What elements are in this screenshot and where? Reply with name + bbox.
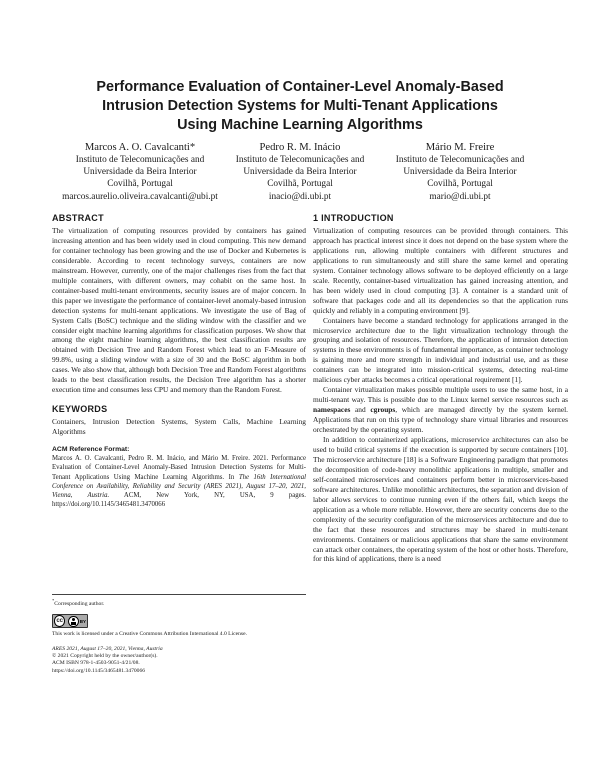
title-line: Intrusion Detection Systems for Multi-Tenant Applications bbox=[102, 98, 498, 114]
intro-text: Container virtualization makes possible multiple users to use the same host, in a multi-tenant way. This is possible due to the Linux kernel service resources such as bbox=[313, 385, 568, 405]
author-email[interactable]: inacio@di.ubi.pt bbox=[268, 191, 332, 202]
author-university: Universidade da Beira Interior bbox=[83, 167, 197, 178]
paper-title bbox=[40, 78, 560, 135]
title-line: Performance Evaluation of Container-Level Anomaly-Based bbox=[96, 79, 504, 95]
author-email[interactable]: marcos.aurelio.oliveira.cavalcanti@ubi.pt bbox=[62, 191, 218, 202]
intro-text: , which are managed directly by the system kernel. Applications that run on this type of technology share virtual libraries and resources orchestrated by the operating system. bbox=[313, 405, 568, 435]
acm-reference-heading: ACM Reference Format: bbox=[52, 446, 130, 454]
acm-reference-text bbox=[52, 454, 306, 509]
left-column bbox=[52, 212, 306, 509]
cc-by-license-icon[interactable] bbox=[52, 614, 88, 628]
intro-paragraph: Containers have become a standard technology for applications arranged in the microservice architecture due to the light virtualization technology through the grouping and isolation of resources. Therefore, the application of intrusion detection systems in these environments is of fundamental importance, as container technology is gaining more and more strength in individual and industrial use, and as these containers can be integrated into mission-critical systems, detecting real-time malicious cyber attacks becomes a critical operational requirement [1]. bbox=[313, 315, 568, 385]
author-city: Covilhã, Portugal bbox=[267, 179, 333, 190]
intro-paragraph bbox=[313, 385, 568, 435]
abstract-heading: ABSTRACT bbox=[52, 213, 104, 223]
author-block bbox=[380, 141, 540, 203]
abstract-text: The virtualization of computing resources provided by containers has gained increasing attention and has been widely used in cloud computing. This new demand for container technology has been growing and the use of Docker and Kubernetes is considerable. According to recent technology surveys, containers are now mainstream. However, currently, one of the major challenges rises from the fact that multiple containers, with different owners, may cohabit on the same host. In container-based multi-tenant environments, security issues are of major concern. In this paper we investigate the performance of container-level anomaly-based intrusion detection systems for multi-tenant applications. We investigate the use of Bag of System Calls (BoSC) technique and the sliding window with the classifier and we consider eight machine learning algorithms for classification purposes. We show that among the eight machine learning algorithms, the best classification results are obtained with Decision Tree and Random Forest which lead to an F-Measure of 99.8%, using a sliding window with a size of 30 and the BoSC algorithm in both cases. We also show that, although both Decision Tree and Random Forest algorithms leads to the best classification results, the Decision Tree algorithm has a shorter execution time and consumes less CPU and memory than the Random Forest. bbox=[52, 226, 306, 395]
right-column bbox=[313, 212, 568, 564]
introduction-heading: 1 INTRODUCTION bbox=[313, 213, 394, 223]
author-name: Pedro R. M. Inácio bbox=[259, 142, 341, 153]
footnote-mark: * bbox=[52, 598, 55, 603]
keywords-text: Containers, Intrusion Detection Systems, System Calls, Machine Learning Algorithms bbox=[52, 417, 306, 437]
author-university: Universidade da Beira Interior bbox=[403, 167, 517, 178]
doi-line[interactable]: https://doi.org/10.1145/3465481.3470066 bbox=[52, 667, 146, 674]
by-label: BY bbox=[79, 618, 86, 624]
publication-info bbox=[52, 646, 306, 675]
intro-paragraph: Virtualization of computing resources can be provided through containers. This approach has practical interest since it does not depend on the base system where the applications run, allowing multiple containers with different structures and applications to run simultaneously and still share the same kernel and operating system. Container technology allows software to be deployed efficiently on a large scale. Recently, container-based virtualization has gained increasing attention, and has been widely used in cloud computing [3]. A container is a standard unit of software that packages code and all its dependencies so that the application runs quickly and reliably in a computing environment [9]. bbox=[313, 226, 568, 315]
author-block bbox=[50, 141, 230, 203]
footnote-text: Corresponding author. bbox=[54, 600, 105, 607]
license-block bbox=[52, 614, 306, 675]
author-institution: Instituto de Telecomunicações and bbox=[235, 155, 365, 165]
footnote bbox=[52, 594, 306, 608]
namespaces-term: namespaces bbox=[313, 405, 351, 415]
author-name: Marcos A. O. Cavalcanti* bbox=[84, 142, 196, 153]
conference-line: ARES 2021, August 17–20, 2021, Vienna, Austria bbox=[52, 646, 163, 652]
license-text: This work is licensed under a Creative Commons Attribution International 4.0 License. bbox=[52, 631, 247, 637]
author-email[interactable]: mario@di.ubi.pt bbox=[429, 191, 491, 202]
author-block bbox=[220, 141, 380, 203]
copyright-line: © 2021 Copyright held by the owner/author(s). bbox=[52, 653, 158, 660]
author-university: Universidade da Beira Interior bbox=[243, 167, 357, 178]
acm-reference-venue: The 16th International Conference on Availability, Reliability and Security (ARES 2021), August 17–20, 2021, Vienna, Austria. bbox=[52, 473, 306, 499]
person-icon bbox=[68, 616, 78, 627]
author-institution: Instituto de Telecomunicações and bbox=[395, 155, 525, 165]
author-city: Covilhã, Portugal bbox=[107, 179, 173, 190]
title-line: Using Machine Learning Algorithms bbox=[177, 117, 423, 133]
intro-text: and bbox=[350, 405, 371, 415]
acm-reference-part: Marcos A. O. Cavalcanti, Pedro R. M. Inácio, and Mário M. Freire. 2021. Performance Evaluation of Container-Level Anomaly-Based Intrusion Detection Systems for Multi-Tenant Applications Using Machine Learning Algorithms. In bbox=[52, 455, 306, 481]
author-institution: Instituto de Telecomunicações and bbox=[75, 155, 205, 165]
isbn-line: ACM ISBN 978-1-4503-9051-4/21/08. bbox=[52, 660, 140, 667]
author-name: Mário M. Freire bbox=[425, 142, 495, 153]
intro-paragraph: In addition to containerized applications, microservice architectures can also be used to build critical systems if the execution is supported by secure containers [10]. The microservice architecture [18] is a Software Engineering paradigm that promotes the decomposition of code-heavy monolithic applications in multiple, smaller and self-contained microservices and containers perform better in microservices-based software architectures. Unlike monolithic architectures, the separation and division of labor allows services to continue running even if the others fail, which keeps the application as a whole more reliable. However, there are security concerns due to the complexity of the security configuration of the microservices architecture and due to the fact that these resources and structures may be shared in multi-tenant environments. Containers or malicious applications that share the same environment can attack other containers, the operating system of the host or other hosts. Therefore, for this kind of applications, there is a need bbox=[313, 435, 568, 564]
keywords-heading: KEYWORDS bbox=[52, 404, 108, 415]
cc-icon: cc bbox=[54, 615, 65, 627]
acm-reference-part: ACM, New York, NY, USA, 9 pages. https://doi.org/10.1145/3465481.3470066 bbox=[52, 491, 306, 509]
cgroups-term: cgroups bbox=[370, 405, 396, 415]
author-city: Covilhã, Portugal bbox=[427, 179, 493, 190]
